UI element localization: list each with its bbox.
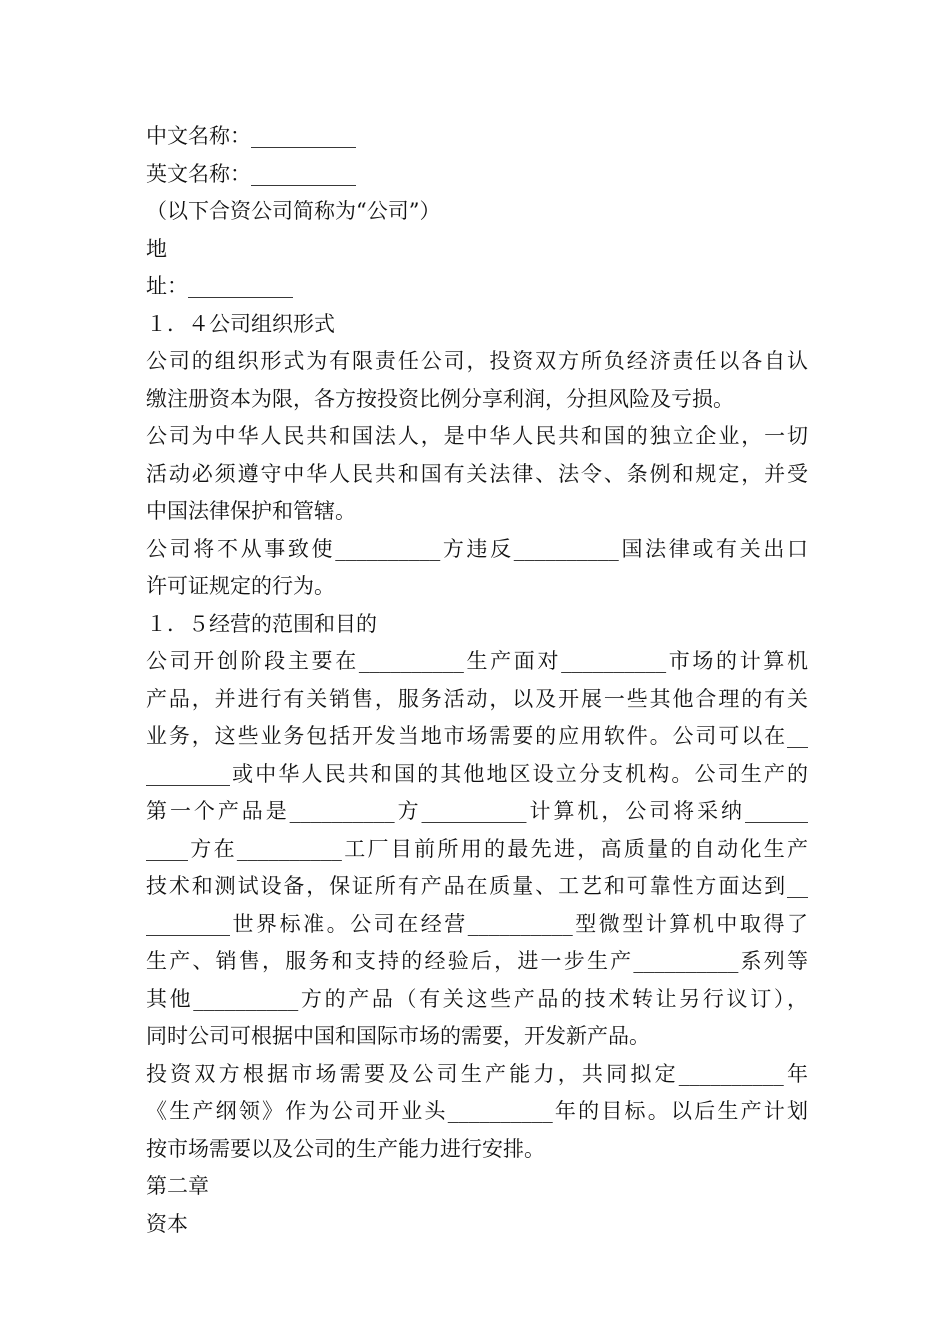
document-line: 许可证规定的行为。 (146, 574, 335, 598)
document-line: 按市场需要以及公司的生产能力进行安排。 (146, 1136, 545, 1161)
document-line: 活动必须遵守中华人民共和国有关法律、法令、条例和规定，并受 (146, 461, 808, 486)
document-line: 址：__________ (146, 274, 293, 298)
document-line: 地 (146, 236, 167, 261)
document-line: 缴注册资本为限，各方按投资比例分享利润，分担风险及亏损。 (146, 386, 734, 411)
document-line: ________或中华人民共和国的其他地区设立分支机构。公司生产的 (146, 761, 808, 786)
document-line: 产品，并进行有关销售，服务活动，以及开展一些其他合理的有关 (146, 686, 808, 711)
document-line: ________世界标准。公司在经营__________型微型计算机中取得了 (146, 911, 808, 936)
document-line: 公司为中华人民共和国法人，是中华人民共和国的独立企业，一切 (146, 424, 808, 448)
document-line: 同时公司可根据中国和国际市场的需要，开发新产品。 (146, 1024, 650, 1048)
document-line: 中国法律保护和管辖。 (146, 499, 356, 523)
document-line: 技术和测试设备，保证所有产品在质量、工艺和可靠性方面达到__ (146, 874, 808, 898)
document-line: １．５经营的范围和目的 (146, 611, 377, 636)
document-line: （以下合资公司简称为“公司”） (146, 199, 441, 223)
document-line: 中文名称：__________ (146, 124, 356, 148)
document-line: 英文名称：__________ (146, 161, 356, 186)
document-line: 公司的组织形式为有限责任公司，投资双方所负经济责任以各自认 (146, 349, 808, 373)
document-line: 第二章 (146, 1174, 209, 1198)
document-line: 公司将不从事致使__________方违反__________国法律或有关出口 (146, 536, 808, 561)
document-line: １．４公司组织形式 (146, 311, 335, 336)
document-line: 投资双方根据市场需要及公司生产能力，共同拟定__________年 (146, 1061, 808, 1086)
document-line: 其他__________方的产品（有关这些产品的技术转让另行议订）， (146, 986, 808, 1011)
document-body (146, 118, 808, 1243)
document-line: 公司开创阶段主要在__________生产面对__________市场的计算机 (146, 649, 808, 673)
document-line: 业务，这些业务包括开发当地市场需要的应用软件。公司可以在__ (146, 724, 808, 748)
document-line: ____方在__________工厂目前所用的最先进，高质量的自动化生产 (146, 836, 808, 861)
document-line: 生产、销售，服务和支持的经验后，进一步生产__________系列等 (146, 949, 808, 973)
document-line: 资本 (146, 1211, 188, 1236)
document-line: 第一个产品是__________方__________计算机，公司将采纳______ (146, 799, 808, 823)
document-line: 《生产纲领》作为公司开业头__________年的目标。以后生产计划 (146, 1099, 808, 1123)
